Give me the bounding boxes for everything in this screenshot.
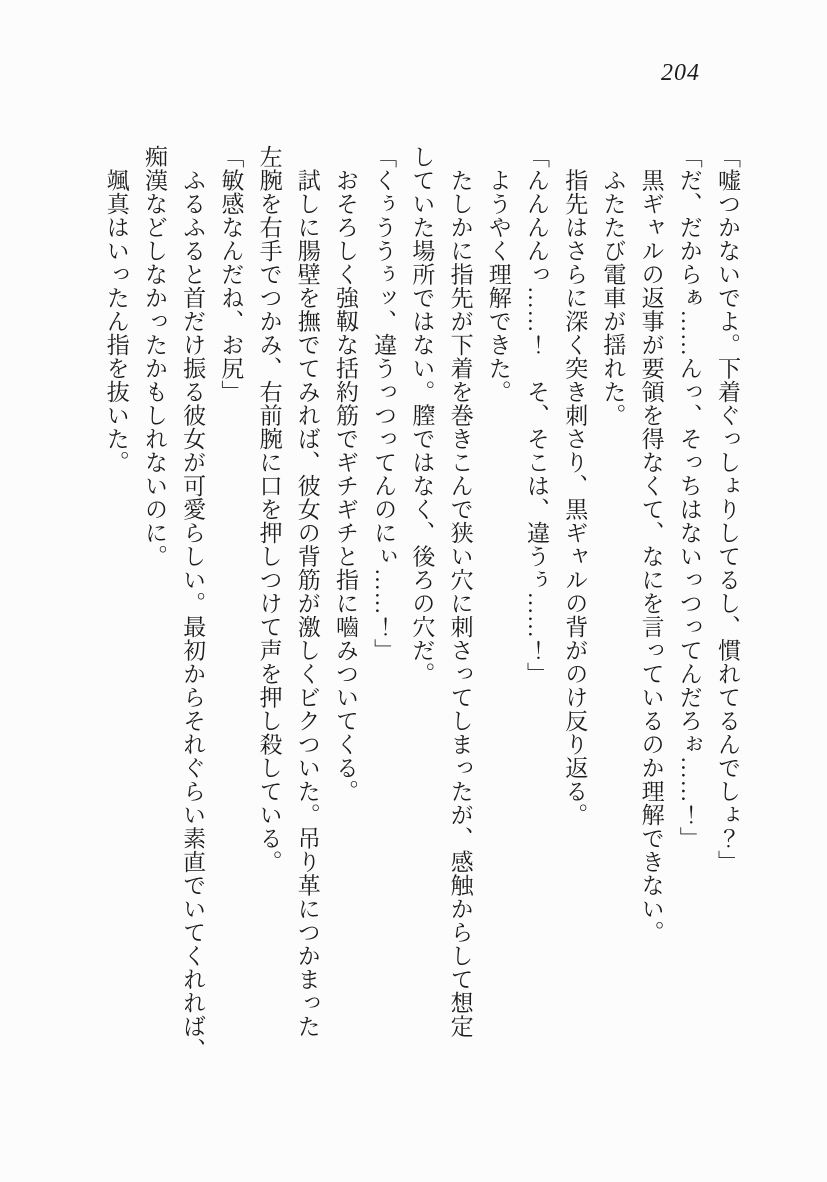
text-line: ようやく理解できた。 bbox=[485, 145, 511, 404]
text-line: 黒ギャルの返事が要領を得なくて、なにを言っているのか理解できない。 bbox=[638, 145, 664, 944]
text-line: 「だ、だからぁ……んっ、そっちはないっつってんだろぉ……！」 bbox=[676, 145, 702, 850]
text-line: 「んんんんっ……！ そ、そこは、違うぅ……！」 bbox=[523, 145, 549, 686]
text-line: 颯真はいったん指を抜いた。 bbox=[103, 145, 129, 474]
text-line: 指先はさらに深く突き刺さり、黒ギャルの背がのけ反り返る。 bbox=[562, 145, 588, 827]
text-line: ふたたび電車が揺れた。 bbox=[600, 145, 626, 427]
text-line: 試しに腸壁を撫でてみれば、彼女の背筋が激しくビクついた。吊り革につかまった bbox=[294, 145, 320, 1038]
text-line: おそろしく強靱な括約筋でギチギチと指に嚙みついてくる。 bbox=[332, 145, 358, 803]
text-line: たしかに指先が下着を巻きこんで狭い穴に刺さってしまったが、感触からして想定 bbox=[447, 145, 473, 1038]
body-text bbox=[97, 145, 746, 1062]
text-line: ふるふると首だけ振る彼女が可愛らしい。最初からそれぐらい素直でいてくれれば、 bbox=[180, 145, 206, 1062]
page-number: 204 bbox=[661, 60, 700, 86]
text-line: 左腕を右手でつかみ、右前腕に口を押しつけて声を押し殺している。 bbox=[256, 145, 282, 874]
text-line: 「敏感なんだね、お尻」 bbox=[218, 145, 244, 404]
text-line: 「くぅううぅッ、違うっつってんのにぃ……！」 bbox=[371, 145, 397, 662]
text-line: していた場所ではない。膣ではなく、後ろの穴だ。 bbox=[409, 145, 435, 686]
text-line: 痴漢などしなかったかもしれないのに。 bbox=[141, 145, 167, 568]
text-line: 「嘘つかないでよ。下着ぐっしょりしてるし、慣れてるんでしょ？」 bbox=[715, 145, 740, 874]
